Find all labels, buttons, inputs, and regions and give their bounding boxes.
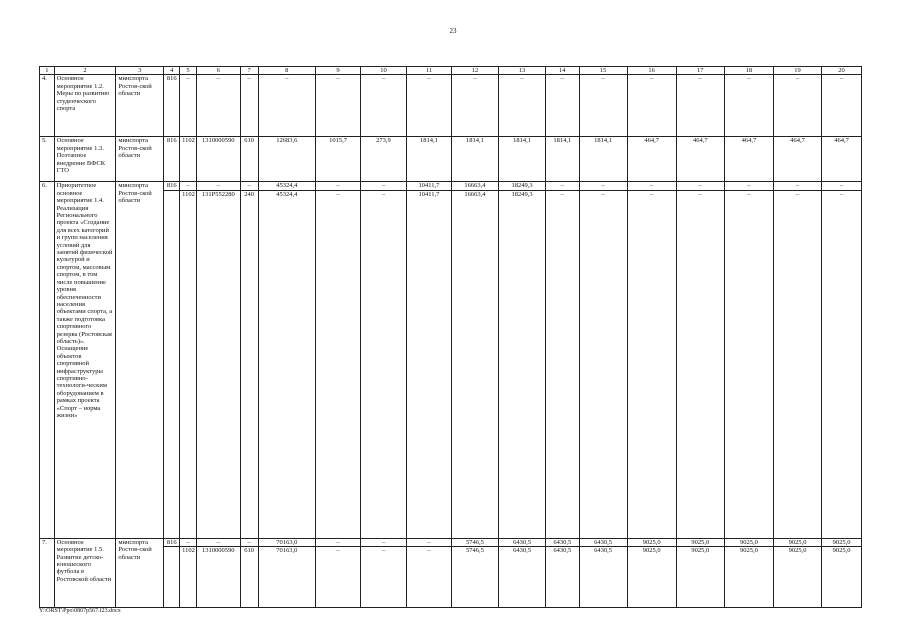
column-header: 3 [116,67,164,75]
column-header: 12 [451,67,498,75]
row-number: 5. [40,137,55,182]
value-cell: – [773,75,821,137]
column-header: 17 [676,67,724,75]
value-cell: – [822,75,862,137]
value-cell: – [499,75,546,137]
value-cell: 1814,1 [546,137,579,182]
value-cell: – [676,75,724,137]
value-cell: 12683,6 [258,137,316,182]
column-header: 7 [240,67,258,75]
value-cell: – [724,190,773,538]
column-header: 20 [822,67,862,75]
table-row [40,182,862,190]
value-cell: – [316,182,361,190]
value-cell: 9025,0 [773,538,821,546]
value-cell: 18249,3 [499,190,546,538]
value-cell: 18249,3 [499,182,546,190]
value-cell: – [360,190,406,538]
value-cell: 9025,0 [724,538,773,546]
value-cell: – [406,547,451,608]
value-cell: – [546,75,579,137]
value-cell: – [676,182,724,190]
column-header: 19 [773,67,821,75]
activity-name: Приоритетное основное мероприятие 1.4. Реализация Регионального проекта «Создание для всех категорий и групп населения условий для занятий физической культурой и спортом, массовым спортом, в том числе повышение уровня обеспеченности населения объектами спорта, а также подготовка спортивного резерва (Ростовская область)». Оснащение объектов спортивной инфраструктуры спортивно-технологи-ческим оборудованием в рамках проекта «Спорт – норма жизни» [54,182,116,538]
column-header: 4 [164,67,180,75]
value-cell: 1814,1 [499,137,546,182]
value-cell: – [822,182,862,190]
activity-name: Основное мероприятие 1.5. Развитие детско-юношеского футбола в Ростовской области [54,538,116,607]
value-cell: – [546,190,579,538]
value-cell: – [676,190,724,538]
value-cell: 464,7 [676,137,724,182]
value-cell: 816 [164,137,180,182]
value-cell: 5746,5 [451,547,498,608]
value-cell: 6430,5 [499,538,546,546]
column-header: 18 [724,67,773,75]
table-row [40,538,862,546]
value-cell: 9025,0 [822,547,862,608]
value-cell: – [579,190,627,538]
value-cell: 273,9 [360,137,406,182]
column-header: 10 [360,67,406,75]
value-cell: – [360,182,406,190]
value-cell: – [240,75,258,137]
value-cell: 9025,0 [676,538,724,546]
value-cell: 1814,1 [579,137,627,182]
value-cell: – [180,182,197,190]
column-header: 11 [406,67,451,75]
value-cell: – [579,75,627,137]
value-cell: 70163,0 [258,538,316,546]
value-cell: – [196,182,240,190]
value-cell: 10411,7 [406,182,451,190]
value-cell: – [196,75,240,137]
executor: минспорта Ростов-ской области [116,182,164,538]
executor: минспорта Ростов-ской области [116,538,164,607]
value-cell: – [627,190,676,538]
activity-name: Основное мероприятие 1.3. Поэтапное внедрение ВФСК ГТО [54,137,116,182]
value-cell: 816 [164,538,180,546]
column-header: 1 [40,67,55,75]
value-cell: 16663,4 [451,182,498,190]
row-number: 4. [40,75,55,137]
value-cell: 6430,5 [546,538,579,546]
value-cell: 610 [240,137,258,182]
value-cell: – [180,75,197,137]
value-cell: – [258,75,316,137]
value-cell: – [360,75,406,137]
value-cell: – [773,190,821,538]
file-path-footer: Y:\ORST\Ppo\0807p567.f23.docx [39,608,121,614]
column-number-header [40,67,862,75]
column-header: 14 [546,67,579,75]
value-cell: – [196,538,240,546]
value-cell: 464,7 [724,137,773,182]
value-cell: 816 [164,75,180,137]
value-cell: – [240,182,258,190]
value-cell: – [180,538,197,546]
value-cell: 131P552280 [196,190,240,538]
value-cell: 9025,0 [822,538,862,546]
page-number: 23 [449,27,457,35]
value-cell: 16663,4 [451,190,498,538]
value-cell: – [316,75,361,137]
value-cell: 464,7 [773,137,821,182]
value-cell: – [627,182,676,190]
value-cell: 1310000590 [196,547,240,608]
column-header: 15 [579,67,627,75]
value-cell: 1310000590 [196,137,240,182]
value-cell: 1102 [180,190,197,538]
column-header: 16 [627,67,676,75]
column-header: 2 [54,67,116,75]
value-cell: 45324,4 [258,182,316,190]
value-cell: 1814,1 [406,137,451,182]
value-cell [164,547,180,608]
value-cell: 9025,0 [724,547,773,608]
value-cell: – [724,75,773,137]
value-cell: 610 [240,547,258,608]
value-cell: – [240,538,258,546]
value-cell: 9025,0 [627,547,676,608]
value-cell: – [724,182,773,190]
value-cell [164,190,180,538]
column-header: 13 [499,67,546,75]
value-cell: 240 [240,190,258,538]
value-cell: – [360,547,406,608]
column-header: 8 [258,67,316,75]
value-cell: 9025,0 [627,538,676,546]
executor: минспорта Ростов-ской области [116,137,164,182]
budget-table [39,66,862,608]
activity-name: Основное мероприятие 1.2. Меры по развитию студенческого спорта [54,75,116,137]
executor: минспорта Ростов-ской области [116,75,164,137]
value-cell: 464,7 [627,137,676,182]
value-cell: 10411,7 [406,190,451,538]
value-cell: – [546,182,579,190]
column-header: 6 [196,67,240,75]
value-cell: – [627,75,676,137]
value-cell: 6430,5 [546,547,579,608]
value-cell: – [822,190,862,538]
value-cell: – [316,190,361,538]
value-cell: 6430,5 [579,538,627,546]
value-cell: – [406,75,451,137]
value-cell: 1015,7 [316,137,361,182]
value-cell: – [451,75,498,137]
row-number: 6. [40,182,55,538]
value-cell: – [406,538,451,546]
value-cell: 70163,0 [258,547,316,608]
row-number: 7. [40,538,55,607]
column-header: 9 [316,67,361,75]
value-cell: 5746,5 [451,538,498,546]
value-cell: 6430,5 [579,547,627,608]
value-cell: – [316,538,361,546]
value-cell: – [316,547,361,608]
value-cell: 1102 [180,137,197,182]
value-cell: 816 [164,182,180,190]
value-cell: 1814,1 [451,137,498,182]
value-cell: 45324,4 [258,190,316,538]
value-cell: – [360,538,406,546]
table-row [40,75,862,137]
value-cell: – [579,182,627,190]
value-cell: 9025,0 [773,547,821,608]
value-cell: – [773,182,821,190]
value-cell: 6430,5 [499,547,546,608]
value-cell: 9025,0 [676,547,724,608]
value-cell: 464,7 [822,137,862,182]
column-header: 5 [180,67,197,75]
value-cell: 1102 [180,547,197,608]
table-row [40,137,862,182]
